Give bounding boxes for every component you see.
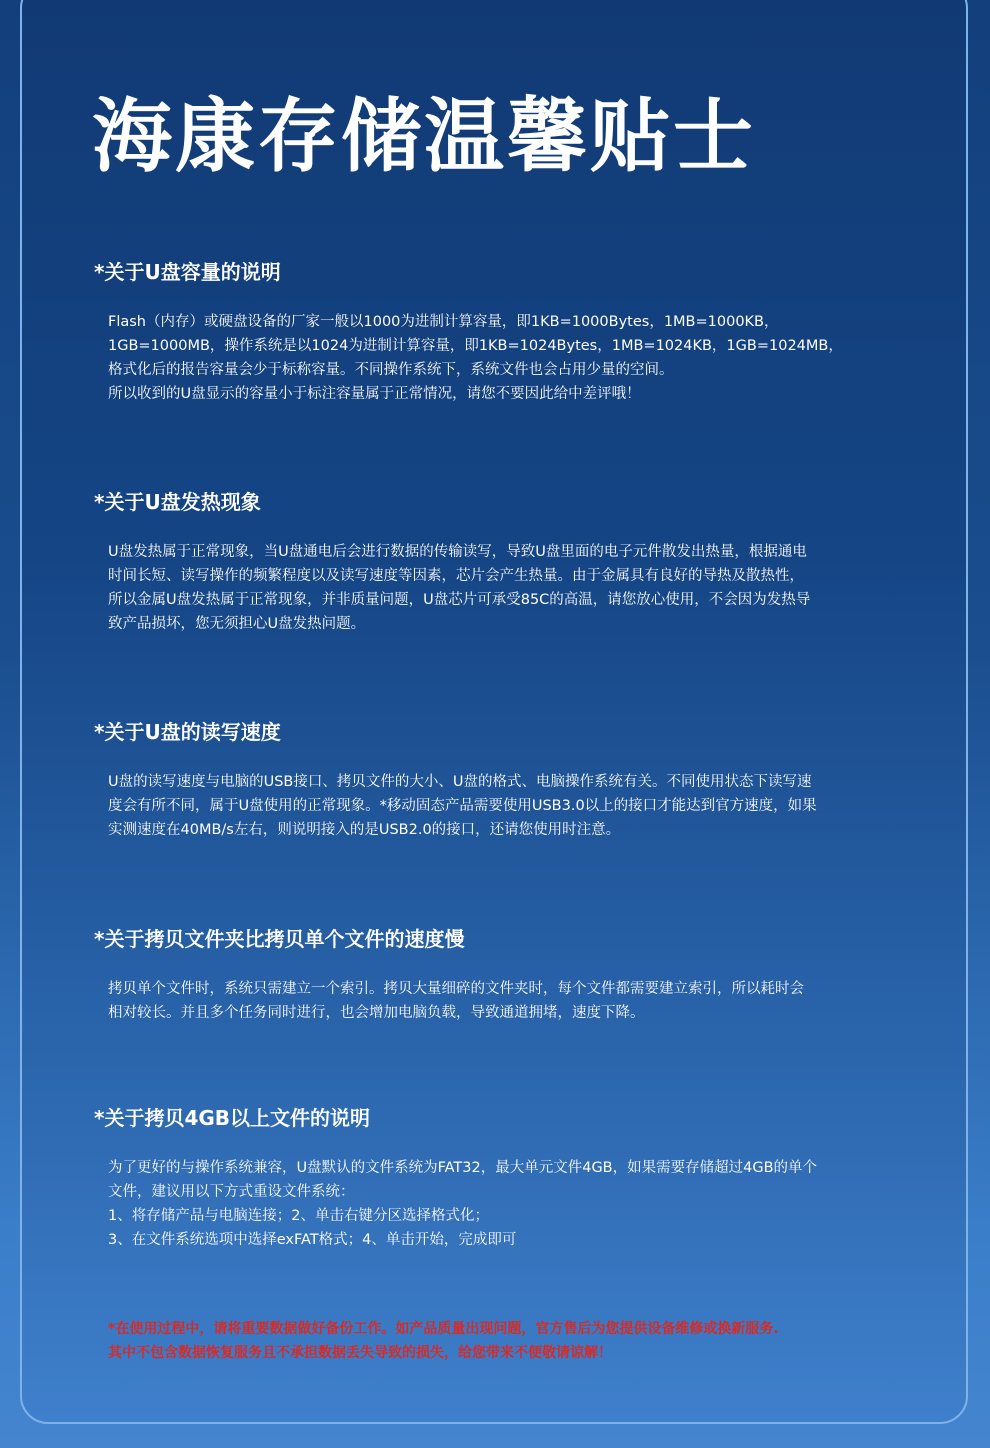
section-body [108,310,898,406]
body-line: 文件，建议用以下方式重设文件系统： [108,1184,355,1200]
body-line: 为了更好的与操作系统兼容，U盘默认的文件系统为FAT32，最大单元文件4GB，如果需要存储超过4GB的单个 [108,1160,818,1176]
section-heading: *关于U盘容量的说明 [94,260,281,284]
body-line: 1GB=1000MB，操作系统是以1024为进制计算容量，即1KB=1024Bytes，1MB=1024KB，1GB=1024MB， [108,338,843,354]
notice-line: *在使用过程中，请将重要数据做好备份工作。如产品质量出现问题，官方售后为您提供设备维修或换新服务. [108,1321,779,1337]
section-body [108,977,898,1025]
body-line: 度会有所不同，属于U盘使用的正常现象。*移动固态产品需要使用USB3.0以上的接口才能达到官方速度，如果 [108,798,817,814]
body-line: 所以金属U盘发热属于正常现象，并非质量问题，U盘芯片可承受85C的高温，请您放心使用，不会因为发热导 [108,592,811,608]
body-line: Flash（内存）或硬盘设备的厂家一般以1000为进制计算容量，即1KB=1000Bytes，1MB=1000KB， [108,314,779,330]
notice-line: 其中不包含数据恢复服务且不承担数据丢失导致的损失，给您带来不便敬请谅解！ [108,1345,612,1361]
body-line: 所以收到的U盘显示的容量小于标注容量属于正常情况，请您不要因此给中差评哦！ [108,386,641,402]
warning-notice [108,1317,908,1365]
section-usb-speed [94,718,894,842]
body-line: 时间长短、读写操作的频繁程度以及读写速度等因素，芯片会产生热量。由于金属具有良好的导热及散热性， [108,568,804,584]
body-line: 致产品损坏，您无须担心U盘发热问题。 [108,616,366,632]
section-body [108,1156,898,1252]
body-line: U盘的读写速度与电脑的USB接口、拷贝文件的大小、U盘的格式、电脑操作系统有关。不同使用状态下读写速 [108,774,812,790]
section-large-file [94,1104,894,1252]
page-title: 海康存储温馨贴士 [92,90,756,183]
section-usb-capacity [94,258,894,406]
section-heading: *关于U盘发热现象 [94,490,261,514]
body-line: U盘发热属于正常现象，当U盘通电后会进行数据的传输读写，导致U盘里面的电子元件散发出热量，根据通电 [108,544,807,560]
body-line: 格式化后的报告容量会少于标称容量。不同操作系统下，系统文件也会占用少量的空间。 [108,362,674,378]
section-heading: *关于U盘的读写速度 [94,720,281,744]
section-folder-copy [94,925,894,1025]
body-line: 3、在文件系统选项中选择exFAT格式；4、单击开始，完成即可 [108,1232,517,1248]
section-heading: *关于拷贝4GB以上文件的说明 [94,1106,371,1130]
body-line: 1、将存储产品与电脑连接；2、单击右键分区选择格式化； [108,1208,489,1224]
body-line: 拷贝单个文件时，系统只需建立一个索引。拷贝大量细碎的文件夹时，每个文件都需要建立索引，所以耗时会 [108,981,804,997]
section-heading: *关于拷贝文件夹比拷贝单个文件的速度慢 [94,927,465,951]
section-usb-heat [94,488,894,636]
body-line: 相对较长。并且多个任务同时进行，也会增加电脑负载，导致通道拥堵，速度下降。 [108,1005,645,1021]
body-line: 实测速度在40MB/s左右，则说明接入的是USB2.0的接口，还请您使用时注意。 [108,822,621,838]
section-body [108,540,898,636]
section-body [108,770,898,842]
